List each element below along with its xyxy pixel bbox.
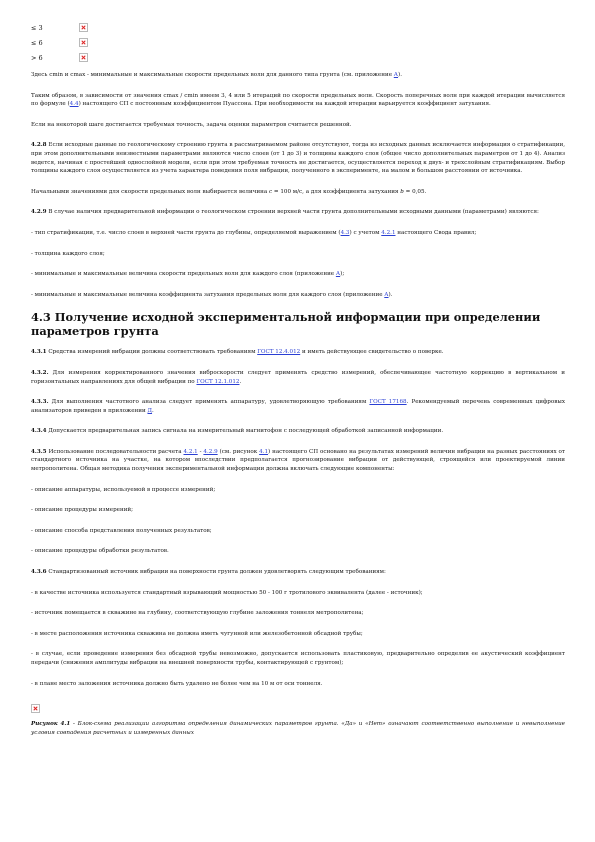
broken-image-icon	[79, 53, 88, 62]
figure-4-1-image	[31, 698, 565, 712]
list-item: - описание способа представления полученных результатов;	[31, 527, 212, 534]
document-page	[31, 20, 565, 737]
paragraph-4-3-6: 4.3.6 Стандартизованный источник вибрации на поверхности грунта должен удовлетворять следующим требованиям:	[31, 569, 386, 576]
broken-image-icon	[79, 38, 88, 47]
list-item: - тип стратификации, т.е. число слоев в верхней части грунта до глубины, определяемой выражением (4.3) с учетом 4.2.1 настоящего Свода правил;	[31, 229, 477, 236]
table-row	[31, 50, 565, 65]
list-item: - описание процедуры измерений;	[31, 507, 134, 514]
list-item: - источник помещается в скважине на глубину, соответствующую глубине заложения тоннеля метрополитена;	[31, 610, 364, 617]
appendix-a-link[interactable]: А	[393, 72, 399, 78]
paragraph-iterations: Таким образом, в зависимости от значения cmax / cmin имеем 3, 4 или 5 итераций по скорости предельных волн. Скорость поперечных волн при каждой итерации вычисляется по формуле (4.4) настоящего СП с постоянным коэффициентом Пуассона. При необходимости на каждой итерации варьируется коэффициент затухания.	[31, 92, 565, 108]
list-item: - описание процедуры обработки результатов.	[31, 548, 169, 555]
list-item: - в случае, если проведение измерения без обсадной трубы невозможно, допускается использовать пластиковую, предварительно определив ее акустический коэффициент передачи (снижения амплитуды вибрации на внешней поверхности трубы, контактирующей с грунтом);	[31, 651, 565, 666]
ratio-label: ≤ 6	[31, 38, 43, 47]
table-row	[31, 35, 565, 50]
section-heading-4-3: 4.3 Получение исходной экспериментальной информации при определении параметров грунта	[31, 310, 541, 338]
paragraph-intro: Здесь cmin и cmax - минимальные и максимальные скорости предельных волн для данного типа грунта (см. приложение А).	[31, 72, 403, 78]
gost-12-4-012-link[interactable]: ГОСТ 12.4.012	[257, 349, 301, 356]
paragraph-4-2-8: 4.2.8 Если исходные данные по геологическому строению грунта в рассматриваемом районе отсутствуют, тогда из исходных данных исключается информация о стратификации, при этом дополнительными неизвестными параметрами являются число слоев (от 1 до 3) и толщины каждого слоя (общее число дополнительных параметров от 1 до 4). Анализ ведется, начиная с простейшей однослойной модели, если при этом требуемая точность не достигается, осуществляется переход к двух- и трехслойным стратификациям. Выбор толщины каждого слоя осуществляется из учета характера поведения поля вибрации, полученного в эксперименте, на малом и большом расстоянии от источника.	[31, 142, 565, 175]
broken-image-icon	[79, 23, 88, 32]
list-item: - минимальные и максимальные величина скорости предельных волн для каждого слоя (приложение А);	[31, 271, 345, 278]
list-item: - в плане место заложения источника должно быть удалено не более чем на 10 м от оси тоннеля.	[31, 680, 323, 687]
ratio-label: ≤ 3	[31, 23, 43, 32]
clause-4-2-9-link[interactable]: 4.2.9	[203, 448, 218, 455]
formula-4-3-link[interactable]: 4.3	[340, 229, 350, 236]
figure-4-1-link[interactable]: 4.1	[259, 448, 269, 455]
paragraph-4-3-2: 4.3.2. Для измерения корректированного значения виброскорости следует применять средство измерений, обеспечивающее частотную коррекцию в вертикальном и горизонтальных направлениях для общей вибрации по ГОСТ 12.1.012.	[31, 369, 565, 385]
clause-4-2-1-link[interactable]: 4.2.1	[381, 229, 396, 236]
list-item: - описание аппаратуры, используемой в процессе измерений;	[31, 486, 216, 493]
gost-17168-link[interactable]: ГОСТ 17168	[369, 399, 407, 406]
broken-image-icon	[31, 704, 40, 713]
appendix-d-link[interactable]: Д	[147, 407, 153, 414]
paragraph-4-3-3: 4.3.3. Для выполнения частотного анализа следует применять аппаратуру, удовлетворяющую требованиям ГОСТ 17168. Рекомендуемый перечень современных цифровых анализаторов приведен в приложении Д.	[31, 399, 566, 414]
list-item: - в месте расположения источника скважина не должна иметь чугунной или железобетонной обсадной трубы;	[31, 630, 363, 637]
formula-4-4-link[interactable]: 4.4	[69, 101, 79, 108]
list-item: - толщина каждого слоя;	[31, 250, 105, 257]
paragraph-initial-values: Начальными значениями для скорости предельных волн выбирается величина c = 100 м/с, а для коэффициента затухания b = 0,05.	[31, 188, 427, 195]
paragraph-solution: Если на некоторой шаге достигается требуемая точность, задача оценки параметров считается решенной.	[31, 121, 352, 128]
speed-ratio-table	[31, 20, 565, 65]
paragraph-4-3-4: 4.3.4 Допускается предварительная запись сигнала на измерительный магнитофон с последующей обработкой записанной информации.	[31, 428, 444, 435]
list-item: - в качестве источника используется стандартный взрывающий мощностью 50 - 100 г тротилового эквивалента (далее - источник);	[31, 589, 423, 596]
appendix-a-link[interactable]: А	[384, 291, 389, 298]
clause-4-2-1-link[interactable]: 4.2.1	[183, 448, 198, 455]
paragraph-4-2-9: 4.2.9 В случае наличия предварительной информации о геологическом строении верхней части грунта дополнительными исходными данными (параметрами) являются:	[31, 209, 539, 216]
paragraph-4-3-1: 4.3.1 Средства измерений вибрации должны соответствовать требованиям ГОСТ 12.4.012 и иметь действующее свидетельство о поверке.	[31, 349, 444, 356]
ratio-label: > 6	[31, 53, 43, 62]
table-row	[31, 20, 565, 35]
list-item: - минимальные и максимальные величина коэффициента затухания предельных волн для каждого слоя (приложение А).	[31, 291, 393, 298]
gost-12-1-012-link[interactable]: ГОСТ 12.1.012	[196, 378, 240, 385]
figure-caption: Рисунок 4.1 - Блок-схема реализации алгоритма определения динамических параметров грунта. «Да» и «Нет» означают соответственно выполнение и невыполнение условия совпадения расчетных и измеренных данных	[31, 721, 565, 736]
appendix-a-link[interactable]: А	[335, 271, 341, 278]
paragraph-4-3-5: 4.3.5 Использование последовательности расчета 4.2.1 - 4.2.9 (см. рисунок 4.1) настоящего СП основано на результатах измерений величин вибрации на разных расстояниях от стандартного источника на участке, на котором впоследствии предполагается прогнозирование вибрации от действующей, строящейся или проектируемой линии метрополитена. Общая методика получения экспериментальной информации должна включать следующие компоненты:	[31, 448, 565, 473]
